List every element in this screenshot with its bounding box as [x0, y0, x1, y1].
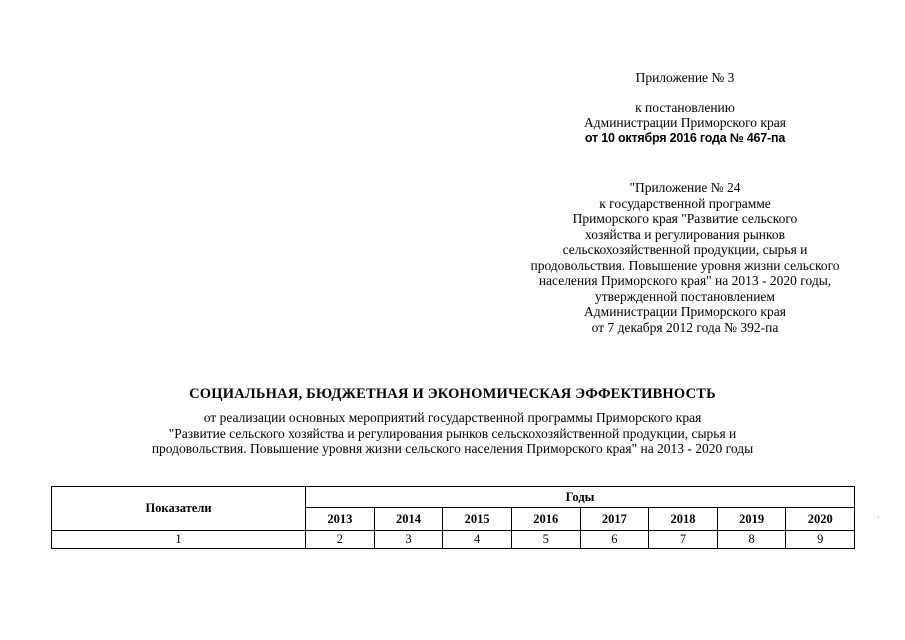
year-cell: 2017 [580, 508, 649, 531]
quote-line: продовольствия. Повышение уровня жизни сельского [530, 257, 840, 273]
quote-line: к государственной программе [599, 195, 771, 211]
year-cell: 2014 [374, 508, 443, 531]
column-number: 3 [374, 531, 443, 549]
document-title: СОЦИАЛЬНАЯ, БЮДЖЕТНАЯ И ЭКОНОМИЧЕСКАЯ ЭФФЕКТИВНОСТЬ [189, 386, 716, 402]
quote-line: Администрации Приморского края [584, 304, 786, 319]
subtitle-line: продовольствия. Повышение уровня жизни сельского населения Приморского края" на 2013 - 2020 годы [151, 441, 754, 456]
column-number: 9 [786, 531, 855, 549]
year-cell: 2016 [511, 508, 580, 531]
margin-mark: ` [877, 515, 880, 524]
subtitle-line: "Развитие сельского хозяйства и регулирования рынков сельскохозяйственной продукции, сырья и [168, 425, 737, 441]
quote-line: от 7 декабря 2012 года № 392-па [591, 319, 779, 335]
column-number: 7 [649, 531, 718, 549]
appendix-resolution-label: к постановлению [635, 99, 735, 115]
year-cell: 2013 [306, 508, 375, 531]
column-number: 1 [52, 531, 306, 549]
column-number: 8 [717, 531, 786, 549]
year-cell: 2015 [443, 508, 512, 531]
quote-line: Приморского края "Развитие сельского [572, 211, 798, 226]
quoted-appendix-block [480, 180, 890, 335]
subtitle-line: от реализации основных мероприятий государственной программы Приморского края [203, 410, 702, 425]
column-number: 2 [306, 531, 375, 549]
appendix-date-stamp: от 10 октября 2016 года № 467-па [584, 130, 786, 145]
appendix-administration: Администрации Приморского края [584, 115, 786, 130]
quote-line: сельскохозяйственной продукции, сырья и [562, 242, 808, 257]
column-numbering-row [52, 531, 855, 549]
column-number: 4 [443, 531, 512, 549]
appendix-number: Приложение № 3 [635, 70, 735, 85]
years-header: Годы [306, 487, 855, 508]
document-subtitle [80, 410, 825, 457]
year-cell: 2019 [717, 508, 786, 531]
column-number: 5 [511, 531, 580, 549]
year-cell: 2018 [649, 508, 718, 531]
table-header-row [52, 487, 855, 508]
indicators-header: Показатели [52, 487, 306, 531]
column-number: 6 [580, 531, 649, 549]
quote-line: утвержденной постановлением [595, 288, 775, 304]
quote-line: населения Приморского края" на 2013 - 2020 годы, [538, 273, 832, 288]
quote-line: "Приложение № 24 [629, 180, 741, 195]
efficiency-table [51, 486, 855, 549]
appendix-block [540, 70, 830, 146]
quote-line: хозяйства и регулирования рынков [585, 226, 785, 242]
year-cell: 2020 [786, 508, 855, 531]
